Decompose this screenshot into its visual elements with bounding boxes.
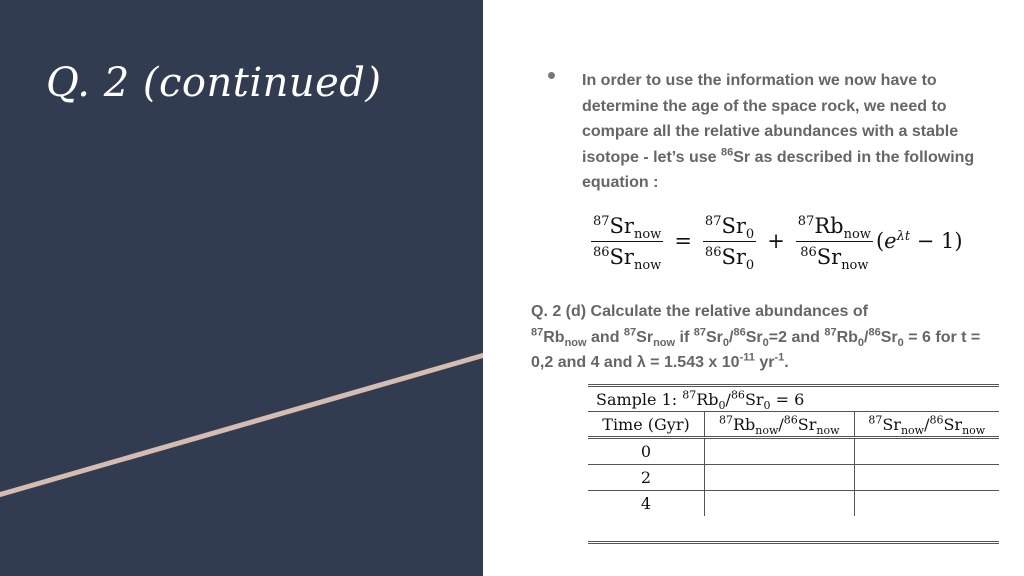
element-symbol: Sr xyxy=(880,328,898,346)
decay-equation xyxy=(588,204,963,278)
header-time: Time (Gyr) xyxy=(588,412,705,438)
element-symbol: Sr xyxy=(706,328,723,346)
lhs-fraction xyxy=(591,213,663,273)
sample-table xyxy=(588,384,999,516)
bullet-text xyxy=(582,68,988,196)
element-symbol: Sr xyxy=(721,213,746,238)
question-text-part: if xyxy=(675,328,694,346)
subscript: 0 xyxy=(718,398,726,412)
isotope-mass: 86 xyxy=(721,146,734,159)
mass-number: 87 xyxy=(693,326,706,339)
time-cell: 4 xyxy=(640,494,652,513)
slash: / xyxy=(924,414,930,434)
mass-number: 87 xyxy=(531,326,544,339)
unit: yr xyxy=(754,354,775,371)
mass-number: 87 xyxy=(704,213,722,229)
element-symbol: Rb xyxy=(732,414,756,434)
subscript: 0 xyxy=(762,336,769,349)
mass-number: 86 xyxy=(800,244,817,260)
rb-ratio-fraction xyxy=(796,213,873,273)
mass-number: 87 xyxy=(824,326,837,339)
subscript: now xyxy=(633,226,662,242)
subscript: now xyxy=(755,423,779,437)
question-text-part: =2 and xyxy=(768,328,825,346)
element-symbol: Sr xyxy=(721,244,746,269)
bullet-paragraph xyxy=(548,68,988,196)
exponential-term xyxy=(876,229,963,253)
exp-base: e xyxy=(884,229,897,253)
title-panel xyxy=(0,0,483,576)
mass-number: 86 xyxy=(704,244,722,260)
bullet-dot-icon xyxy=(548,72,555,79)
mass-number: 87 xyxy=(797,213,815,229)
header-sr-ratio xyxy=(854,412,999,438)
subscript: 0 xyxy=(763,398,771,412)
subscript: 0 xyxy=(897,336,904,349)
subscript: now xyxy=(843,226,871,242)
subscript: now xyxy=(841,257,869,273)
element-symbol: Sr xyxy=(609,213,634,238)
question-line: Q. 2 (d) Calculate the relative abundances of xyxy=(531,303,868,320)
mass-number: 86 xyxy=(593,244,610,260)
bullet-text-part: Sr as described in the following equation : xyxy=(582,148,975,191)
table-row xyxy=(588,438,999,465)
sr-ratio-cell xyxy=(854,491,999,517)
exponent: -1 xyxy=(774,351,785,364)
subscript: now xyxy=(962,423,986,437)
equals-sign: = xyxy=(674,229,692,253)
mass-number: 87 xyxy=(682,388,697,402)
subscript: now xyxy=(900,423,925,437)
rb-ratio-cell xyxy=(705,438,855,465)
slash: / xyxy=(725,389,731,409)
subscript: 0 xyxy=(745,257,755,273)
exponent: -11 xyxy=(739,351,755,364)
header-rb-ratio xyxy=(705,412,855,438)
table-header-row xyxy=(588,412,999,438)
mass-number: 86 xyxy=(733,326,746,339)
question-text xyxy=(531,299,986,376)
slide-title: Q. 2 (continued) xyxy=(46,60,382,106)
paren: ( xyxy=(875,229,885,253)
bullet-text-part: In order to use the information we now have to determine the age of the space rock, we need to compare all the relative abundances with a stable isotope - let’s use xyxy=(582,72,959,166)
element-symbol: Rb xyxy=(696,389,719,409)
subscript: 0 xyxy=(722,336,730,349)
mass-number: 87 xyxy=(718,413,733,427)
element-symbol: Sr xyxy=(745,328,763,346)
mass-number: 86 xyxy=(868,326,881,339)
mass-number: 86 xyxy=(730,388,745,402)
element-symbol: Rb xyxy=(814,213,844,238)
table-row xyxy=(588,465,999,491)
subscript: now xyxy=(653,336,676,349)
slash: / xyxy=(729,328,734,346)
exp-power: λt xyxy=(896,229,911,244)
table-row xyxy=(588,491,999,517)
time-cell: 0 xyxy=(588,438,705,465)
table-caption-row xyxy=(588,386,999,412)
subscript: 0 xyxy=(857,336,865,349)
subscript: now xyxy=(816,423,840,437)
element-symbol: Sr xyxy=(816,244,842,269)
subscript: now xyxy=(633,257,662,273)
element-symbol: Rb xyxy=(543,328,565,346)
slash: / xyxy=(778,414,784,434)
table-caption xyxy=(588,386,999,412)
sr-ratio-cell xyxy=(854,465,999,491)
slash: / xyxy=(864,328,869,346)
mass-number: 86 xyxy=(929,413,944,427)
mass-number: 87 xyxy=(868,413,883,427)
subscript: 0 xyxy=(745,226,755,242)
initial-ratio-fraction xyxy=(703,213,756,273)
caption-value: = 6 xyxy=(770,389,805,409)
rb-ratio-cell xyxy=(705,491,855,517)
plus-sign: + xyxy=(767,229,785,253)
rb-ratio-cell xyxy=(705,465,855,491)
time-cell: 2 xyxy=(588,465,705,491)
element-symbol: Sr xyxy=(797,414,817,434)
table-bottom-rule xyxy=(588,541,999,544)
element-symbol: Sr xyxy=(609,244,634,269)
subscript: now xyxy=(564,336,587,349)
question-text-part: . xyxy=(784,354,789,371)
mass-number: 87 xyxy=(593,213,610,229)
minus-one: − 1) xyxy=(910,229,963,253)
element-symbol: Rb xyxy=(836,328,858,346)
mass-number: 86 xyxy=(783,413,798,427)
question-text-part: = 6 for t = 0,2 and 4 and λ = 1.543 x 10 xyxy=(531,328,981,371)
element-symbol: Sr xyxy=(943,414,963,434)
question-text-part: and xyxy=(586,328,624,346)
caption-prefix: Sample 1: xyxy=(596,389,683,409)
element-symbol: Sr xyxy=(882,414,901,434)
mass-number: 87 xyxy=(623,326,637,339)
sr-ratio-cell xyxy=(854,438,999,465)
element-symbol: Sr xyxy=(636,328,654,346)
element-symbol: Sr xyxy=(744,389,764,409)
